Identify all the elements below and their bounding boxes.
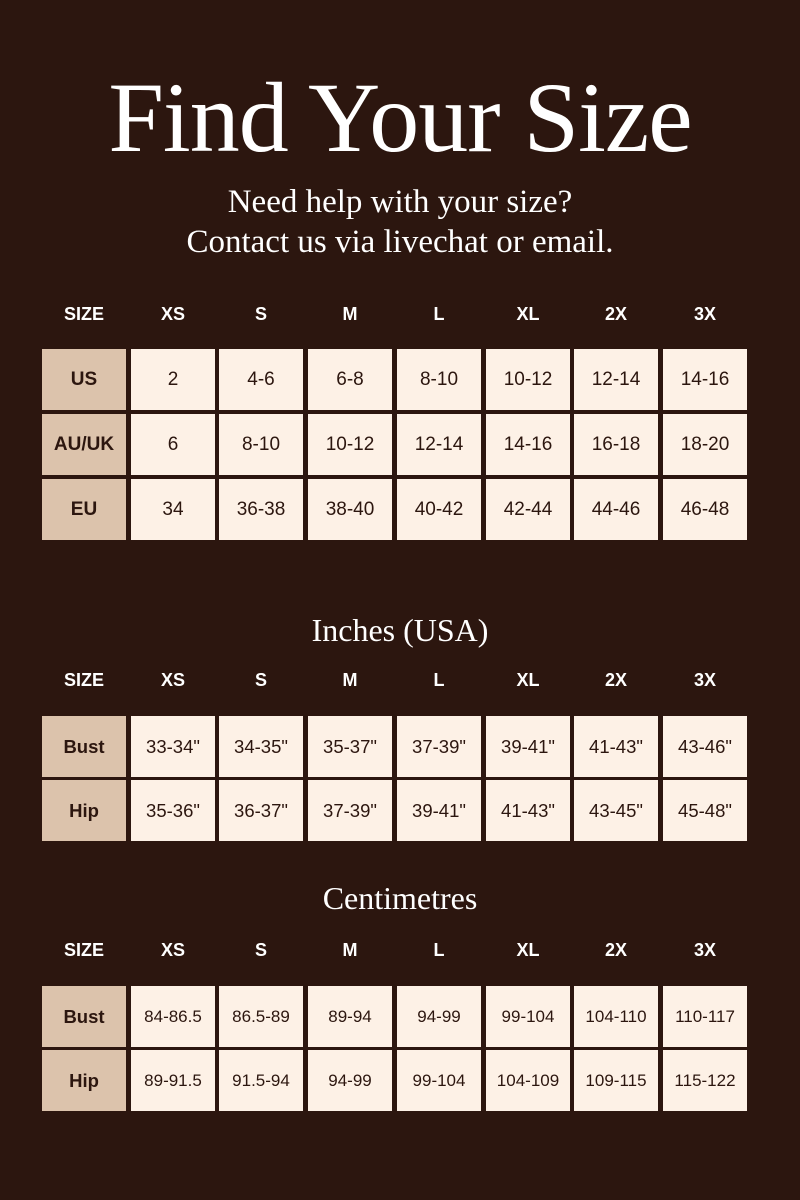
- table-cell: 6: [131, 414, 215, 475]
- table-row-eu: [42, 479, 752, 540]
- row-label-us: US: [42, 349, 126, 410]
- table-cell: 43-45": [574, 780, 658, 841]
- table-cell: 39-41": [486, 716, 570, 777]
- header-cell-m: M: [342, 670, 358, 690]
- table-cell: 41-43": [574, 716, 658, 777]
- header-cell-xl: XL: [516, 670, 540, 690]
- help-subtitle: [0, 182, 800, 262]
- subtitle-line-1: Need help with your size?: [227, 184, 573, 220]
- table-cell: 8-10: [219, 414, 303, 475]
- table-cell: 104-109: [486, 1050, 570, 1111]
- header-cell-s: S: [254, 670, 267, 690]
- header-cell-size: SIZE: [63, 940, 104, 960]
- header-cell-s: S: [254, 304, 267, 324]
- table-row-hip: [42, 1050, 752, 1111]
- table-cell: 2: [131, 349, 215, 410]
- header-cell-2x: 2X: [604, 304, 628, 324]
- table-cell: 39-41": [397, 780, 481, 841]
- table-cell: 6-8: [308, 349, 392, 410]
- table-cell: 41-43": [486, 780, 570, 841]
- table-cell: 44-46: [574, 479, 658, 540]
- table-cell: 12-14: [397, 414, 481, 475]
- row-label-bust: Bust: [42, 716, 126, 777]
- table-cell: 38-40: [308, 479, 392, 540]
- table-row-us: [42, 349, 752, 410]
- table-cell: 35-37": [308, 716, 392, 777]
- table-cell: 46-48: [663, 479, 747, 540]
- table-row-hip: [42, 780, 752, 841]
- table-cell: 86.5-89: [219, 986, 303, 1047]
- header-cell-size: SIZE: [63, 304, 104, 324]
- page-title: Find Your Size: [108, 62, 692, 173]
- table-cell: 99-104: [397, 1050, 481, 1111]
- header-cell-2x: 2X: [604, 670, 628, 690]
- header-cell-3x: 3X: [693, 940, 717, 960]
- row-label-bust: Bust: [42, 986, 126, 1047]
- table-cell: 36-37": [219, 780, 303, 841]
- header-cell-l: L: [433, 940, 445, 960]
- table-cell: 109-115: [574, 1050, 658, 1111]
- table-cell: 34-35": [219, 716, 303, 777]
- table-cell: 8-10: [397, 349, 481, 410]
- table-cell: 99-104: [486, 986, 570, 1047]
- table-cell: 4-6: [219, 349, 303, 410]
- table-cell: 33-34": [131, 716, 215, 777]
- header-cell-l: L: [433, 670, 445, 690]
- size-header-row: [42, 930, 752, 970]
- table-cell: 14-16: [663, 349, 747, 410]
- table-cell: 115-122: [663, 1050, 747, 1111]
- size-header-row: [42, 660, 752, 700]
- table-row-au-uk: [42, 414, 752, 475]
- row-label-hip: Hip: [42, 1050, 126, 1111]
- header-cell-s: S: [254, 940, 267, 960]
- table-cell: 84-86.5: [131, 986, 215, 1047]
- row-label-au-uk: AU/UK: [42, 414, 126, 475]
- table-cell: 91.5-94: [219, 1050, 303, 1111]
- subtitle-line-2: Contact us via livechat or email.: [186, 224, 614, 260]
- size-header-row: [42, 294, 752, 334]
- table-cell: 37-39": [308, 780, 392, 841]
- table-cell: 89-91.5: [131, 1050, 215, 1111]
- header-cell-m: M: [342, 940, 358, 960]
- table-cell: 94-99: [308, 1050, 392, 1111]
- table-cell: 37-39": [397, 716, 481, 777]
- table-cell: 34: [131, 479, 215, 540]
- table-cell: 35-36": [131, 780, 215, 841]
- header-cell-size: SIZE: [63, 670, 104, 690]
- section-title-inches: Inches (USA): [311, 612, 489, 648]
- table-cell: 14-16: [486, 414, 570, 475]
- table-row-bust: [42, 986, 752, 1047]
- table-cell: 89-94: [308, 986, 392, 1047]
- header-cell-l: L: [433, 304, 445, 324]
- header-cell-3x: 3X: [693, 670, 717, 690]
- header-cell-xs: XS: [160, 304, 185, 324]
- header-cell-3x: 3X: [693, 304, 717, 324]
- row-label-eu: EU: [42, 479, 126, 540]
- header-cell-2x: 2X: [604, 940, 628, 960]
- section-title-centimetres: Centimetres: [322, 880, 478, 916]
- table-cell: 110-117: [663, 986, 747, 1047]
- table-cell: 12-14: [574, 349, 658, 410]
- table-cell: 36-38: [219, 479, 303, 540]
- row-label-hip: Hip: [42, 780, 126, 841]
- header-cell-m: M: [342, 304, 358, 324]
- header-cell-xs: XS: [160, 670, 185, 690]
- table-cell: 43-46": [663, 716, 747, 777]
- header-cell-xl: XL: [516, 304, 540, 324]
- table-cell: 10-12: [486, 349, 570, 410]
- table-cell: 42-44: [486, 479, 570, 540]
- table-cell: 94-99: [397, 986, 481, 1047]
- header-cell-xl: XL: [516, 940, 540, 960]
- table-cell: 104-110: [574, 986, 658, 1047]
- table-cell: 45-48": [663, 780, 747, 841]
- header-cell-xs: XS: [160, 940, 185, 960]
- table-cell: 10-12: [308, 414, 392, 475]
- table-row-bust: [42, 716, 752, 777]
- table-cell: 40-42: [397, 479, 481, 540]
- table-cell: 16-18: [574, 414, 658, 475]
- table-cell: 18-20: [663, 414, 747, 475]
